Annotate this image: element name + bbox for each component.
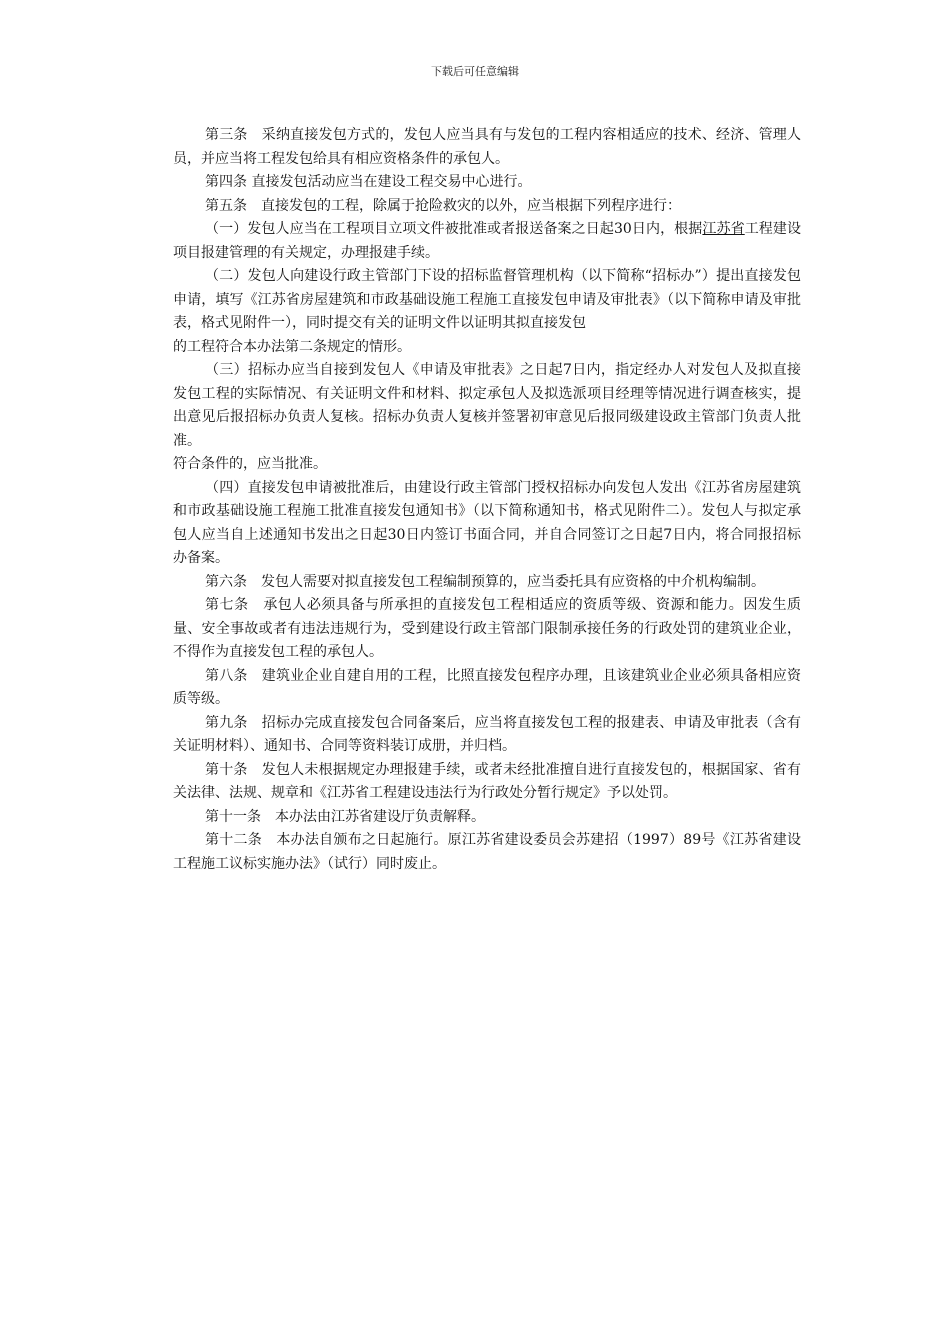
underlined-province: 江苏省 — [702, 221, 745, 237]
article-5: 第五条 直接发包的工程，除属于抢险救灾的以外，应当根据下列程序进行： — [205, 197, 681, 214]
article-5-item-3-continued: 符合条件的，应当批准。 — [173, 456, 327, 472]
document-body — [173, 124, 801, 876]
article-11: 第十一条 本办法由江苏省建设厅负责解释。 — [205, 808, 485, 825]
article-5-item-2: （二）发包人向建设行政主管部门下设的招标监督管理机构（以下简称“招标办”）提出直接发包申请，填写《江苏省房屋建筑和市政基础设施工程施工直接发包申请及审批表》（以下简称申请及审批表，格式见附件一），同时提交有关的证明文件以证明其拟直接发包 — [173, 268, 801, 331]
article-5-item-2-continued: 的工程符合本办法第二条规定的情形。 — [173, 338, 411, 355]
item-1-text-end: 工程建设项目报建管理的有关规定，办理报建手续。 — [173, 221, 802, 261]
article-8: 第八条 建筑业企业自建自用的工程，比照直接发包程序办理，且该建筑业企业必须具备相应资质等级。 — [173, 667, 801, 707]
article-6: 第六条 发包人需要对拟直接发包工程编制预算的，应当委托具有应资格的中介机构编制。 — [205, 573, 765, 590]
article-5-item-4: （四）直接发包申请被批准后，由建设行政主管部门授权招标办向发包人发出《江苏省房屋建筑和市政基础设施工程施工批准直接发包通知书》（以下简称通知书，格式见附件二）。发包人与拟定承包人应当自上述通知书发出之日起30日内签订书面合同，并自合同签订之日起7日内，将合同报招标办备案。 — [173, 479, 801, 566]
article-5-item-3: （三）招标办应当自接到发包人《申请及审批表》之日起7日内，指定经办人对发包人及拟直接发包工程的实际情况、有关证明文件和材料、拟定承包人及拟选派项目经理等情况进行调查核实，提出意见后报招标办负责人复核。招标办负责人复核并签署初审意见后报同级建设政主管部门负责人批准。 — [173, 362, 801, 449]
article-4: 第四条 直接发包活动应当在建设工程交易中心进行。 — [205, 174, 532, 190]
article-7: 第七条 承包人必须具备与所承担的直接发包工程相适应的资质等级、资源和能力。因发生质量、安全事故或者有违法违规行为，受到建设行政主管部门限制承接任务的行政处罚的建筑业企业，不得作为直接发包工程的承包人。 — [173, 597, 801, 660]
page-header: 下载后可任意编辑 — [431, 65, 519, 78]
article-9: 第九条 招标办完成直接发包合同备案后，应当将直接发包工程的报建表、申请及审批表（含有关证明材料）、通知书、合同等资料装订成册，并归档。 — [173, 714, 801, 754]
article-3: 第三条 采纳直接发包方式的，发包人应当具有与发包的工程内容相适应的技术、经济、管理人员，并应当将工程发包给具有相应资格条件的承包人。 — [173, 127, 801, 167]
item-1-text-start: （一）发包人应当在工程项目立项文件被批准或者报送备案之日起30日内，根据 — [205, 221, 703, 237]
article-5-item-1 — [173, 218, 801, 265]
article-12: 第十二条 本办法自颁布之日起施行。原江苏省建设委员会苏建招（1997）89号《江苏省建设工程施工议标实施办法》（试行）同时废止。 — [173, 832, 801, 872]
article-10: 第十条 发包人未根据规定办理报建手续，或者未经批准擅自进行直接发包的，根据国家、省有关法律、法规、规章和《江苏省工程建设违法行为行政处分暂行规定》予以处罚。 — [173, 761, 801, 801]
